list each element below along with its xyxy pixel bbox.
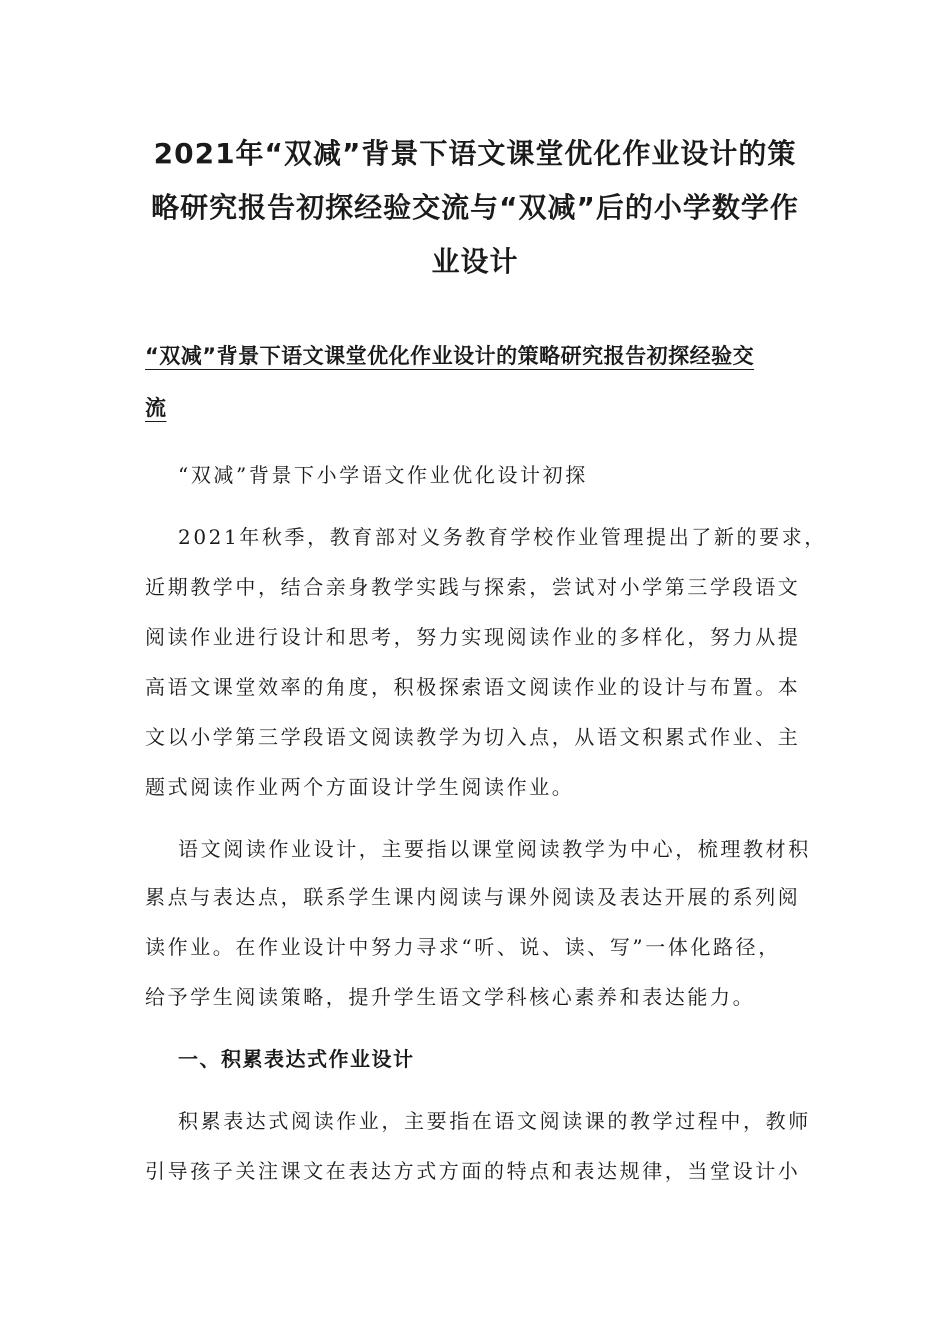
subheading: 一、积累表达式作业设计 — [178, 1047, 415, 1071]
paragraph-line: 高语文课堂效率的角度，积极探索语文阅读作业的设计与布置。本 — [145, 675, 801, 699]
paragraph-line: 2021年秋季，教育部对义务教育学校作业管理提出了新的要求， — [178, 525, 827, 549]
paragraph-line: 文以小学第三学段语文阅读教学为切入点，从语文积累式作业、主 — [145, 725, 801, 749]
paragraph-line: 读作业。在作业设计中努力寻求“听、说、读、写”一体化路径， — [145, 935, 781, 959]
title-line: 略研究报告初探经验交流与“双减”后的小学数学作 — [151, 191, 799, 224]
section-heading-line: 流 — [145, 396, 167, 420]
paragraph-line: 给予学生阅读策略，提升学生语文学科核心素养和表达能力。 — [145, 985, 756, 1009]
paragraph-line: 语文阅读作业设计，主要指以课堂阅读教学为中心，梳理教材积 — [178, 837, 811, 861]
section-heading-line: “双减”背景下语文课堂优化作业设计的策略研究报告初探经验交 — [145, 344, 755, 368]
section-heading — [145, 330, 805, 434]
paragraph-line: 阅读作业进行设计和思考，努力实现阅读作业的多样化，努力从提 — [145, 625, 801, 649]
paragraph-line: 累点与表达点，联系学生课内阅读与课外阅读及表达开展的系列阅 — [145, 885, 801, 909]
title-line: 2021年“双减”背景下语文课堂优化作业设计的策 — [153, 137, 797, 170]
paragraph-line: 积累表达式阅读作业，主要指在语文阅读课的教学过程中，教师 — [178, 1109, 811, 1133]
subtitle: “双减”背景下小学语文作业优化设计初探 — [178, 463, 588, 487]
paragraph-line: 引导孩子关注课文在表达方式方面的特点和表达规律，当堂设计小 — [145, 1159, 801, 1183]
paragraph-line: 题式阅读作业两个方面设计学生阅读作业。 — [145, 775, 575, 799]
title-line: 业设计 — [431, 245, 519, 278]
document-title — [145, 127, 805, 289]
paragraph-line: 近期教学中，结合亲身教学实践与探索，尝试对小学第三学段语文 — [145, 575, 801, 599]
